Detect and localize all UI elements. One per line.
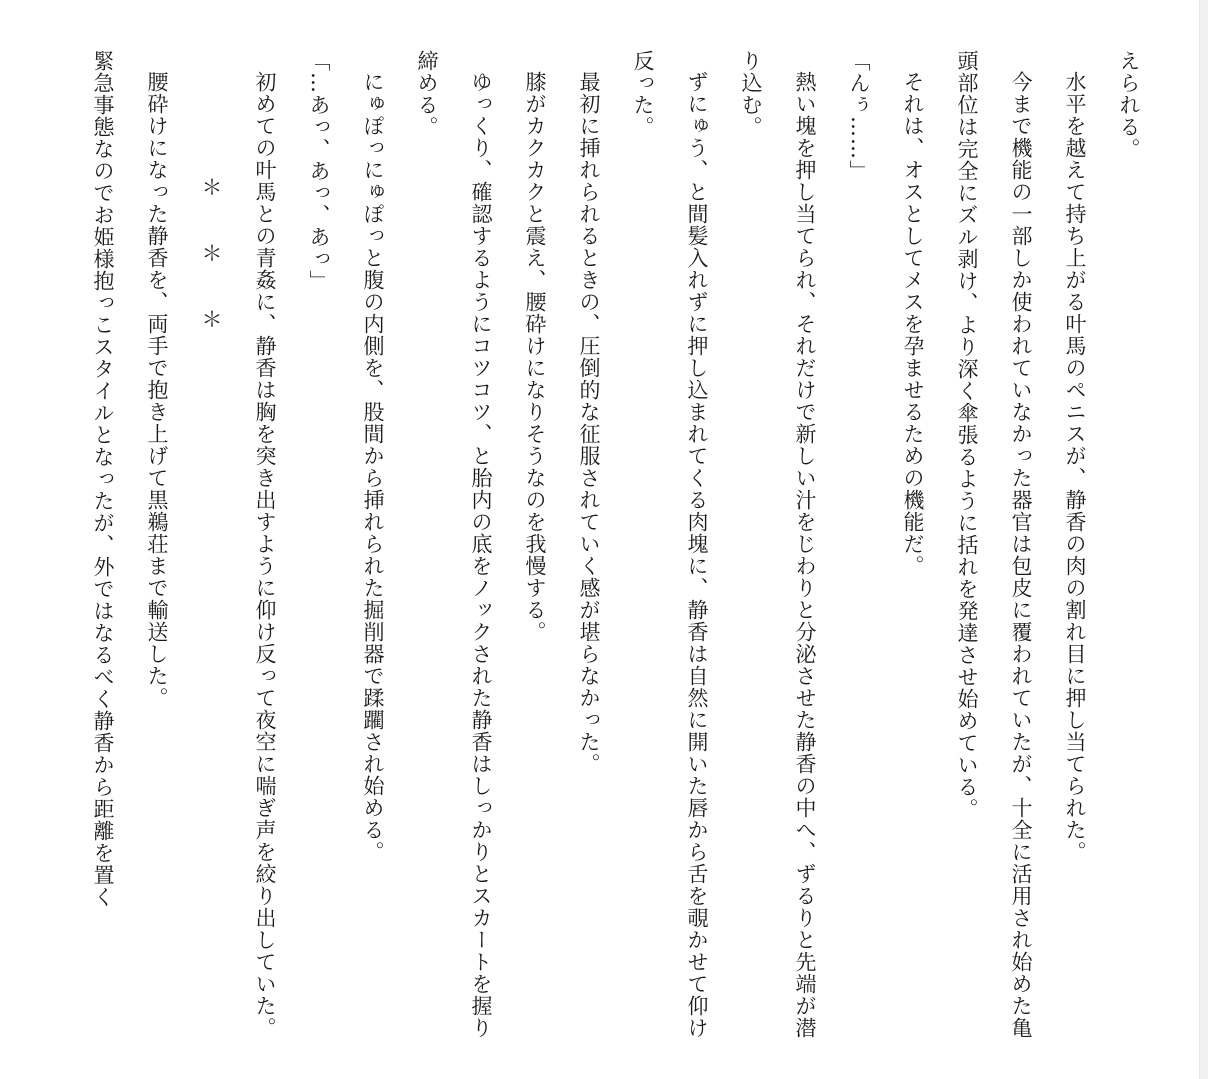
paragraph: ゆっくり、確認するようにコツコツ、と胎内の底をノックされた静香はしっかりとスカートを握り締める。 bbox=[415, 50, 493, 1039]
paragraph: 今まで機能の一部しか使われていなかった器官は包皮に覆われていたが、十全に活用され始めた亀頭部位は完全にズル剥け、より深く傘張るように括れを発達させ始めている。 bbox=[955, 50, 1033, 1039]
paragraph: 膝がカクカクと震え、腰砕けになりそうなのを我慢する。 bbox=[523, 71, 547, 643]
paragraph: 腰砕けになった静香を、両手で抱き上げて黒鵜荘まで輸送した。 bbox=[145, 71, 169, 709]
paragraph: 水平を越えて持ち上がる叶馬のペニスが、静香の肉の割れ目に押し当てられた。 bbox=[1063, 71, 1087, 863]
paragraph: 緊急事態なのでお姫様抱っこスタイルとなったが、外ではなるべく静香から距離を置く bbox=[91, 50, 115, 908]
paragraph: にゅぽっにゅぽっと腹の内側を、股間から挿れられた掘削器で蹂躙され始める。 bbox=[361, 71, 385, 863]
paragraph: 「…あっ、あっ、あっ」 bbox=[307, 50, 331, 292]
scene-break: ＊ ＊ ＊ bbox=[199, 176, 223, 341]
paragraph: 「んぅ……」 bbox=[847, 50, 871, 182]
vertical-text-body bbox=[76, 50, 1156, 1050]
paragraph: それは、オスとしてメスを孕ませるための機能だ。 bbox=[901, 71, 925, 577]
paragraph: えられる。 bbox=[1117, 50, 1141, 160]
paragraph: 初めての叶馬との青姦に、静香は胸を突き出すように仰け反って夜空に喘ぎ声を絞り出していた。 bbox=[253, 71, 277, 1039]
scrollbar[interactable] bbox=[1199, 0, 1208, 1079]
paragraph: ずにゅう、と間髪入れずに押し込まれてくる肉塊に、静香は自然に開いた唇から舌を覗かせて仰け反った。 bbox=[631, 50, 709, 1039]
paragraph: 最初に挿れられるときの、圧倒的な征服されていく感が堪らなかった。 bbox=[577, 71, 601, 775]
paragraph: 熱い塊を押し当てられ、それだけで新しい汁をじわりと分泌させた静香の中へ、ずるりと先端が潜り込む。 bbox=[739, 50, 817, 1039]
